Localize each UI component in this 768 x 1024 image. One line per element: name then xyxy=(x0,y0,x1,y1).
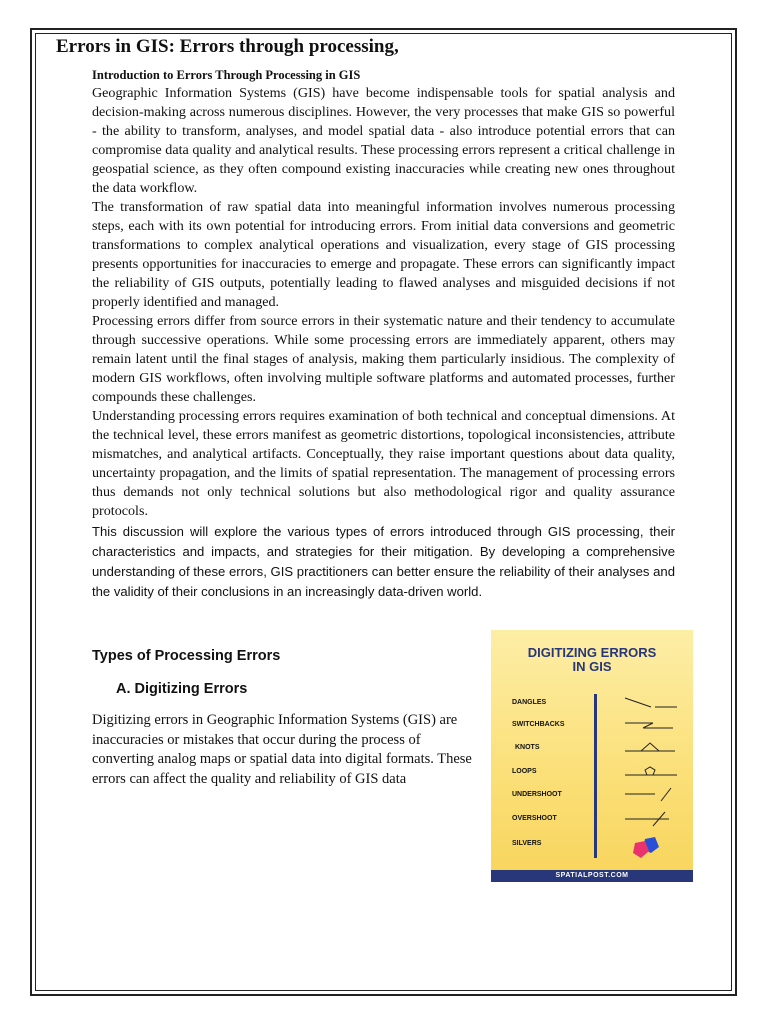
silvers-icon xyxy=(631,833,667,859)
digitizing-errors-paragraph: Digitizing errors in Geographic Information Systems (GIS) are inaccuracies or mistakes that occur during the process of converting analog maps or spatial data into digital formats. These errors can affect the quality and reliability of GIS data xyxy=(92,712,472,787)
document-title: Errors in GIS: Errors through processing, xyxy=(56,36,399,57)
label-loops: LOOPS xyxy=(512,768,537,775)
overshoot-icon xyxy=(623,810,679,828)
paragraph-5: This discussion will explore the various types of errors introduced through GIS processing, their characteristics and impacts, and strategies for their mitigation. By developing a comprehensive understanding of these errors, GIS practitioners can better ensure the reliability of their analyses and the validity of their conclusions in an increasingly data-driven world. xyxy=(92,524,675,599)
infographic-title-line1: DIGITIZING ERRORS xyxy=(527,645,657,660)
switchbacks-icon xyxy=(623,718,679,732)
digitizing-errors-infographic xyxy=(491,630,693,882)
infographic-title xyxy=(491,646,693,674)
label-knots: KNOTS xyxy=(515,744,540,751)
infographic-title-line2: IN GIS xyxy=(572,659,612,674)
intro-heading: Introduction to Errors Through Processing in GIS xyxy=(92,68,361,82)
label-overshoot: OVERSHOOT xyxy=(512,815,557,822)
paragraph-3: Processing errors differ from source errors in their systematic nature and their tendency to accumulate through successive operations. While some processing errors are immediately apparent, others may remain latent until the final stages of analysis, making them particularly insidious. The complexity of modern GIS workflows, often involving multiple software platforms and automated processes, further compounds these challenges. xyxy=(92,313,675,405)
dangles-icon xyxy=(623,696,679,710)
label-switchbacks: SWITCHBACKS xyxy=(512,721,565,728)
paragraph-1: Geographic Information Systems (GIS) have become indispensable tools for spatial analysis and decision-making across numerous disciplines. However, the very processes that make GIS so powerful - the ability to transform, analyses, and model spatial data - also introduce potential errors that can compromise data quality and analytical results. These processing errors represent a critical challenge in geospatial science, as they often compound existing inaccuracies while creating new ones throughout the data workflow. xyxy=(92,85,675,196)
paragraph-4: Understanding processing errors requires examination of both technical and conceptual dimensions. At the technical level, these errors manifest as geometric distortions, topological inconsistencies, attribute mismatches, and analytical artifacts. Conceptually, they raise important questions about data quality, uncertainty propagation, and the limits of spatial representation. The management of processing errors thus demands not only technical solutions but also methodological rigor and quality assurance protocols. xyxy=(92,408,675,519)
infographic-divider-line xyxy=(594,694,597,858)
label-undershoot: UNDERSHOOT xyxy=(512,791,562,798)
undershoot-icon xyxy=(623,786,679,804)
sub-heading-digitizing-errors: A. Digitizing Errors xyxy=(116,681,248,697)
section-heading: Types of Processing Errors xyxy=(92,648,281,664)
label-silvers: SILVERS xyxy=(512,840,542,847)
intro-section xyxy=(92,67,675,602)
knots-icon xyxy=(623,740,679,754)
infographic-footer: SPATIALPOST.COM xyxy=(491,870,693,882)
paragraph-2: The transformation of raw spatial data into meaningful information involves numerous processing steps, each with its own potential for introducing errors. From initial data conversions and geometric transformations to complex analytical operations and visualization, every stage of GIS processing presents opportunities for inaccuracies to emerge and propagate. These errors can significantly impact the reliability of GIS outputs, potentially leading to flawed analyses and misguided decisions if not properly identified and managed. xyxy=(92,199,675,310)
label-dangles: DANGLES xyxy=(512,699,547,706)
loops-icon xyxy=(623,764,679,778)
